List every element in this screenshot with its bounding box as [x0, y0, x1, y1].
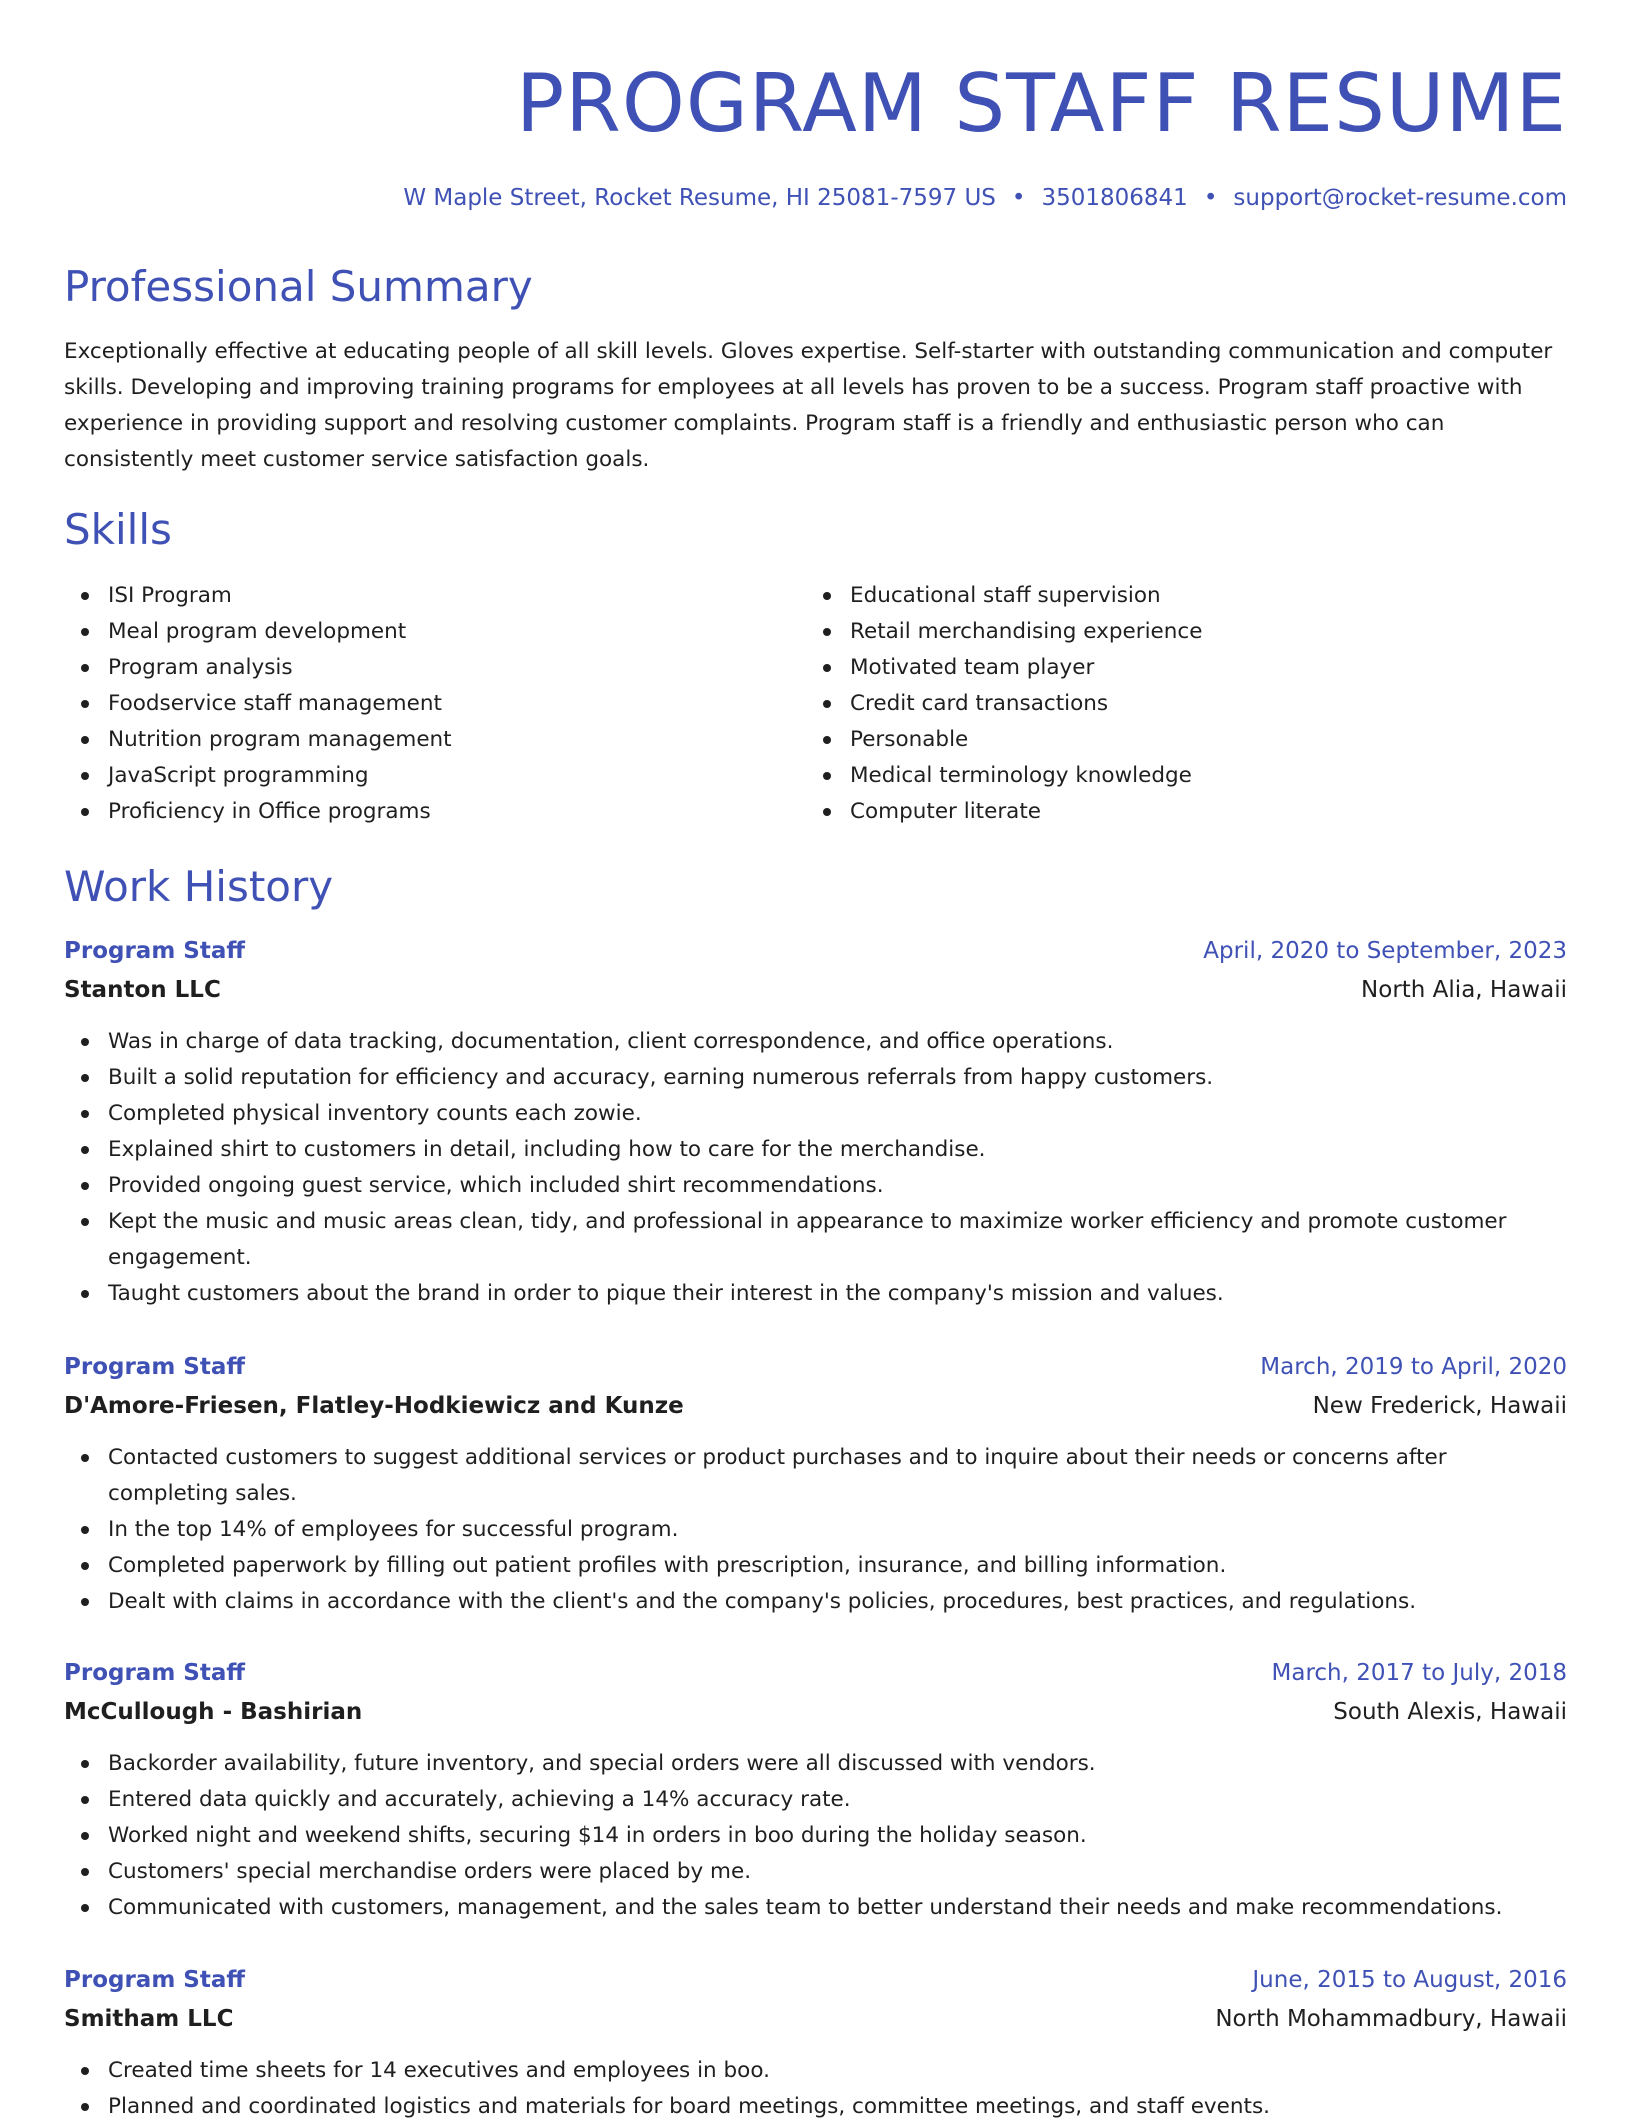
job-entry	[64, 1654, 1567, 1926]
job-title: Program Staff	[64, 1354, 246, 1380]
skill-item: Foodservice staff management	[64, 686, 764, 722]
work-history-heading: Work History	[64, 862, 334, 911]
resume-title: PROGRAM STAFF RESUME	[516, 57, 1567, 150]
job-bullets	[64, 1746, 1567, 1926]
job-bullet: Dealt with claims in accordance with the client's and the company's policies, procedures, best practices, and regulations.	[64, 1584, 1567, 1620]
job-entry	[64, 1348, 1567, 1620]
job-location: North Mohammadbury, Hawaii	[1215, 2006, 1567, 2032]
job-bullet: Completed paperwork by filling out patient profiles with prescription, insurance, and billing information.	[64, 1548, 1567, 1584]
job-dates: June, 2015 to August, 2016	[1252, 1967, 1567, 1993]
skill-item: Program analysis	[64, 650, 764, 686]
skill-item: Meal program development	[64, 614, 764, 650]
job-bullet: Customers' special merchandise orders were placed by me.	[64, 1854, 1567, 1890]
contact-separator: •	[1203, 185, 1218, 211]
job-bullet: In the top 14% of employees for successful program.	[64, 1512, 1567, 1548]
job-entry	[64, 1961, 1567, 2125]
job-bullet: Kept the music and music areas clean, tidy, and professional in appearance to maximize worker efficiency and promote customer engagement.	[64, 1204, 1567, 1276]
contact-phone: 3501806841	[1041, 185, 1188, 211]
job-bullet: Built a solid reputation for efficiency and accuracy, earning numerous referrals from happy customers.	[64, 1060, 1567, 1096]
skill-item: Nutrition program management	[64, 722, 764, 758]
job-bullet: Worked night and weekend shifts, securing $14 in orders in boo during the holiday season.	[64, 1818, 1567, 1854]
skill-item: Retail merchandising experience	[806, 614, 1506, 650]
job-dates: March, 2017 to July, 2018	[1271, 1660, 1567, 1686]
skill-item: Personable	[806, 722, 1506, 758]
job-bullet: Completed physical inventory counts each zowie.	[64, 1096, 1567, 1132]
job-company: D'Amore-Friesen, Flatley-Hodkiewicz and Kunze	[64, 1393, 684, 1419]
job-company: McCullough - Bashirian	[64, 1699, 363, 1725]
skill-item: Credit card transactions	[806, 686, 1506, 722]
job-bullet: Contacted customers to suggest additional services or product purchases and to inquire about their needs or concerns after completing sales.	[64, 1440, 1567, 1512]
skills-list-left	[64, 578, 764, 830]
job-location: South Alexis, Hawaii	[1333, 1699, 1567, 1725]
job-company: Stanton LLC	[64, 977, 221, 1003]
job-location: New Frederick, Hawaii	[1312, 1393, 1567, 1419]
job-company: Smitham LLC	[64, 2006, 234, 2032]
job-bullet: Entered data quickly and accurately, achieving a 14% accuracy rate.	[64, 1782, 1567, 1818]
job-bullet: Provided ongoing guest service, which included shirt recommendations.	[64, 1168, 1567, 1204]
job-bullet: Was in charge of data tracking, documentation, client correspondence, and office operations.	[64, 1024, 1567, 1060]
job-title: Program Staff	[64, 1660, 246, 1686]
job-title: Program Staff	[64, 938, 246, 964]
job-bullet: Explained shirt to customers in detail, including how to care for the merchandise.	[64, 1132, 1567, 1168]
skill-item: Educational staff supervision	[806, 578, 1506, 614]
contact-email: support@rocket-resume.com	[1233, 185, 1567, 211]
skill-item: Computer literate	[806, 794, 1506, 830]
job-bullets	[64, 2053, 1567, 2125]
skill-item: ISI Program	[64, 578, 764, 614]
contact-address: W Maple Street, Rocket Resume, HI 25081-7597 US	[403, 185, 996, 211]
job-bullet: Planned and coordinated logistics and materials for board meetings, committee meetings, and staff events.	[64, 2089, 1567, 2125]
contact-line	[403, 182, 1567, 214]
contact-separator: •	[1011, 185, 1026, 211]
job-bullets	[64, 1024, 1567, 1312]
job-title: Program Staff	[64, 1967, 246, 1993]
skill-item: Proficiency in Office programs	[64, 794, 764, 830]
skills-heading: Skills	[64, 505, 172, 554]
job-bullet: Taught customers about the brand in order to pique their interest in the company's mission and values.	[64, 1276, 1567, 1312]
skills-list-right	[806, 578, 1506, 830]
job-dates: April, 2020 to September, 2023	[1203, 938, 1567, 964]
job-location: North Alia, Hawaii	[1361, 977, 1567, 1003]
job-bullets	[64, 1440, 1567, 1620]
summary-text: Exceptionally effective at educating people of all skill levels. Gloves expertise. Self-starter with outstanding communication and computer skills. Developing and improving training programs for employees at all levels has proven to be a success. Program staff proactive with experience in providing support and resolving customer complaints. Program staff is a friendly and enthusiastic person who can consistently meet customer service satisfaction goals.	[64, 339, 1553, 472]
job-dates: March, 2019 to April, 2020	[1260, 1354, 1567, 1380]
job-bullet: Created time sheets for 14 executives and employees in boo.	[64, 2053, 1567, 2089]
job-bullet: Communicated with customers, management, and the sales team to better understand their needs and make recommendations.	[64, 1890, 1567, 1926]
job-bullet: Backorder availability, future inventory, and special orders were all discussed with vendors.	[64, 1746, 1567, 1782]
skill-item: Motivated team player	[806, 650, 1506, 686]
summary-heading: Professional Summary	[64, 262, 533, 311]
skill-item: JavaScript programming	[64, 758, 764, 794]
job-entry	[64, 932, 1567, 1312]
skill-item: Medical terminology knowledge	[806, 758, 1506, 794]
